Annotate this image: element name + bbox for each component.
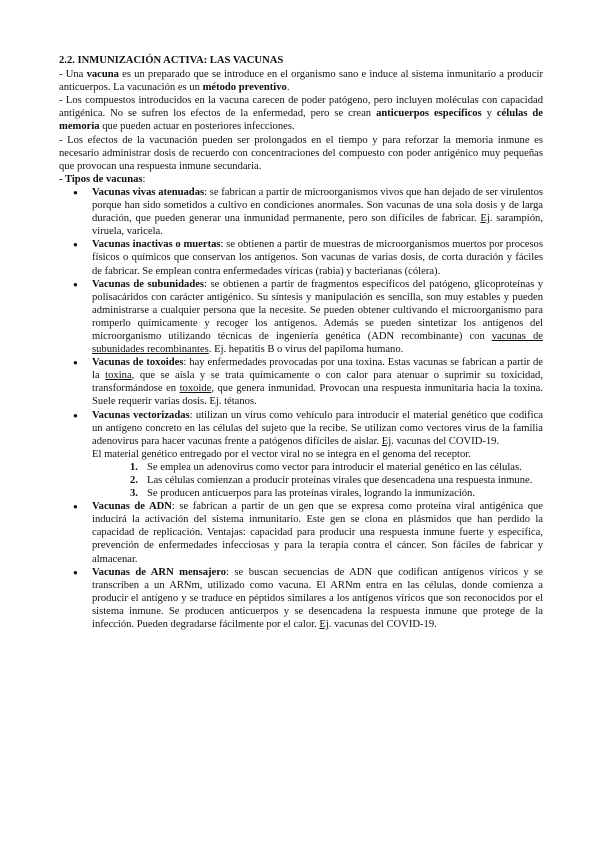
document-page [59, 54, 543, 631]
text-run: - Los compuestos introducidos en la vacuna carecen de poder patógeno, pero incluyen moléculas con capacidad antigénica. No se sufren los efectos de la enfermedad, pero se crean [59, 95, 543, 120]
term-vectorizadas: Vacunas vectorizadas [92, 409, 190, 421]
text-run: : hay enfermedades provocadas por una toxina. Estas vacunas se fabrican a partir de la [92, 357, 543, 382]
types-heading-label: - Tipos de vacunas [59, 173, 143, 185]
list-item-subunidades [59, 278, 543, 357]
term-vacuna: vacuna [86, 69, 119, 81]
intro-paragraph-vacuna [59, 68, 543, 94]
vector-note: El material genético entregado por el vector viral no se integra en el genoma del receptor. [92, 448, 471, 460]
vector-steps-list [92, 461, 543, 500]
types-heading [59, 173, 543, 186]
term-arn: Vacunas de ARN mensajero [92, 566, 227, 578]
intro-paragraph-efectos: - Los efectos de la vacunación pueden ser prolongados en el tiempo y para reforzar la memoria inmune es necesario administrar dosis de recuerdo con concentraciones del compuesto con poder antigénico muy pequeñas que provocan una respuesta inmune secundaria. [59, 134, 543, 172]
text-run: . vacunas del COVID-19. [328, 619, 437, 631]
list-item-arn [59, 566, 543, 631]
list-item-atenuadas [59, 186, 543, 238]
term-inactivas: Vacunas inactivas o muertas [92, 239, 221, 251]
list-item-toxoides [59, 356, 543, 408]
text-run: , que genera inmunidad. Provocan una respuesta inmunitaria hacia la toxina. Suele requerir varias dosis. Ej. tétanos. [92, 383, 544, 408]
text-run: : [142, 173, 146, 185]
term-subunidades: Vacunas de subunidades [92, 278, 205, 290]
text-run: : se obtienen a partir de fragmentos específicos del patógeno, glicoproteínas y polisacáridos con carácter antigénico. Su síntesis y manipulación es sencilla, son muy estables y pueden administrarse a cualquier persona que la necesite. Se pueden obtener cultivando el microorganismo para romperlo químicamente y recoger los antígenos. Además se pueden sintetizar los antígenos del microorganismo utilizando técnicas de ingeniería genética (ADN recombinante) con [92, 278, 543, 342]
text-run: . Ej. hepatitis B o virus del papiloma humano. [208, 344, 404, 356]
list-item-inactivas [59, 238, 543, 277]
term-celulas-memoria: células de memoria [59, 108, 543, 133]
step-number: 1. [130, 461, 138, 473]
step-text: Las células comienzan a producir proteínas virales que desencadena una respuesta inmune. [147, 475, 533, 486]
term-anticuerpos-especificos: anticuerpos específicos [376, 108, 482, 120]
text-run: : se obtienen a partir de muestras de microorganismos muertos por procesos físicos o químicos que conservan los antígenos. Son vacunas de varias dosis, de corta duración y fáciles de fabricar. Se emplean contra enfermedades víricas (rabia) y bacterianas (cólera). [92, 239, 543, 277]
term-toxoides: Vacunas de toxoides [92, 357, 184, 369]
text-run: y [481, 108, 497, 120]
text-run: - Una [59, 69, 87, 81]
step-text: Se emplea un adenovirus como vector para introducir el material genético en las células. [147, 461, 522, 473]
text-run: que pueden actuar en posteriores infecciones. [99, 121, 295, 133]
underlined-toxoide: toxoide [179, 383, 212, 395]
text-run: : se buscan secuencias de ADN que codifican antígenos víricos y se transcriben a un ARNm, utilizado como vacuna. El ARNm entra en las células, donde comienza a producir el antígeno y se traduce en péptidos similares a los antígenos víricos que son reconocidos por el sistema inmune. Se producen anticuerpos y se desencadena la respuesta inmune que protege de la infección. Pueden degradarse fácilmente por el calor. [92, 566, 543, 631]
term-atenuadas: Vacunas vivas atenuadas [92, 186, 205, 198]
step-text: Se producen anticuerpos para las proteínas virales, logrando la inmunización. [147, 488, 476, 500]
text-run: . sarampión, viruela, varicela. [92, 213, 543, 238]
term-metodo-preventivo: método preventivo [202, 82, 287, 94]
ej-underlined: Ej [319, 619, 329, 631]
underlined-toxina: toxina [105, 370, 132, 382]
section-title: 2.2. INMUNIZACIÓN ACTIVA: LAS VACUNAS [59, 55, 284, 66]
ej-underlined: Ej [381, 435, 392, 447]
text-run: : se fabrican a partir de microorganismos vivos que han dejado de ser virulentos porque han sido sometidos a cultivo en condiciones anormales. Son vacunas de una sola dosis y de larga duración, que pueden generar una inmunidad permanente, pero son difíciles de fabricar. [92, 186, 543, 225]
list-item-vectorizadas [59, 409, 543, 501]
step-item [130, 487, 543, 500]
step-number: 3. [130, 488, 138, 500]
text-run: . [286, 82, 290, 94]
text-run: , que se aísla y se trata químicamente o con calor para atenuar o suprimir su toxicidad, transformándose en [92, 370, 543, 395]
text-run: : utilizan un virus como vehículo para introducir el material genético que codifica un antígeno concreto en las células del sujeto que la recibe. Se utilizan como vectores virus de la familia adenovirus para hacer vacunas frente a patógenos difíciles de aislar. [92, 409, 544, 447]
ej-underlined: Ej [480, 213, 490, 225]
intro-paragraph-compuestos [59, 94, 543, 133]
term-adn: Vacunas de ADN [92, 501, 172, 513]
vaccine-types-list [59, 186, 543, 631]
text-run: . vacunas del COVID-19. [391, 435, 500, 447]
text-run: : se fabrican a partir de un gen que se expresa como proteína viral antigénica que inducirá la activación del sistema inmunitario. Este gen se clona en plásmidos que han perdido la capacidad de replicación. Ventajas: capacidad para producir una respuesta inmune fuerte y específica, prevención de enfermedades infecciosas y para la terapia contra el cáncer. Son fáciles de fabricar y almacenar. [92, 501, 543, 565]
step-item [130, 474, 543, 487]
list-item-adn [59, 500, 543, 565]
step-number: 2. [130, 475, 138, 486]
step-item [130, 461, 543, 474]
text-run: es un preparado que se introduce en el organismo sano e induce al sistema inmunitario a producir anticuerpos. La vacunación es un [59, 69, 543, 94]
underlined-subunidades-recombinantes: vacunas de subunidades recombinantes [92, 330, 543, 356]
